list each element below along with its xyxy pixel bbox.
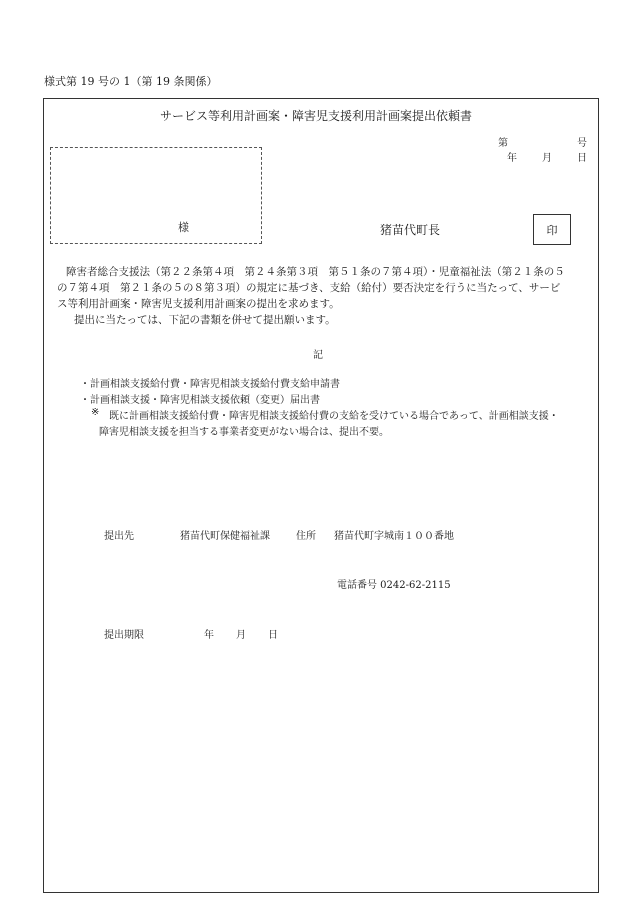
seal-label: 印 — [546, 223, 558, 237]
issuer-name: 猪苗代町長 — [380, 223, 441, 237]
deadline-year: 年 — [204, 630, 214, 641]
body-line-3: ス等利用計画案・障害児支援利用計画案の提出を求めます。 — [57, 298, 340, 310]
form-number-label: 様式第 19 号の 1（第 19 条関係） — [44, 75, 218, 88]
address-value: 猪苗代町字城南１００番地 — [334, 531, 454, 542]
address-label: 住所 — [296, 531, 316, 542]
list-item-1: ・計画相談支援給付費・障害児相談支援給付費支給申請書 — [80, 379, 340, 390]
body-line-1: 障害者総合支援法（第２２条第４項 第２４条第３項 第５１条の７第４項）・児童福祉法（第２１条の５ — [66, 266, 565, 278]
addressee-box — [50, 147, 262, 244]
body-line-2: の７第４項 第２１条の５の８第３項）の規定に基づき、支給（給付）要否決定を行うに当たって、サービ — [57, 282, 561, 294]
date-month: 月 — [542, 153, 552, 164]
date-year: 年 — [507, 153, 517, 164]
body-line-4: 提出に当たっては、下記の書類を併せて提出願います。 — [74, 314, 336, 326]
note-mark: ※ — [91, 407, 100, 418]
seal-box — [533, 214, 571, 245]
addressee-suffix: 様 — [178, 221, 189, 234]
deadline-month: 月 — [236, 630, 246, 641]
list-item-2: ・計画相談支援・障害児相談支援依頼（変更）届出書 — [80, 395, 320, 406]
number-dai: 第 — [498, 138, 508, 149]
document-title: サービス等利用計画案・障害児支援利用計画案提出依頼書 — [160, 109, 473, 123]
deadline-label: 提出期限 — [104, 630, 144, 641]
note-line-1: 既に計画相談支援給付費・障害児相談支援給付費の支給を受けている場合であって、計画相談支援・ — [109, 411, 559, 422]
note-line-2: 障害児相談支援を担当する事業者変更がない場合は、提出不要。 — [99, 427, 389, 438]
submit-to-label: 提出先 — [104, 531, 134, 542]
ki-label: 記 — [313, 350, 323, 361]
phone-number: 電話番号 0242-62-2115 — [337, 580, 451, 591]
deadline-day: 日 — [268, 630, 278, 641]
submit-to-dept: 猪苗代町保健福祉課 — [180, 531, 270, 542]
date-day: 日 — [577, 153, 587, 164]
number-go: 号 — [577, 138, 587, 149]
